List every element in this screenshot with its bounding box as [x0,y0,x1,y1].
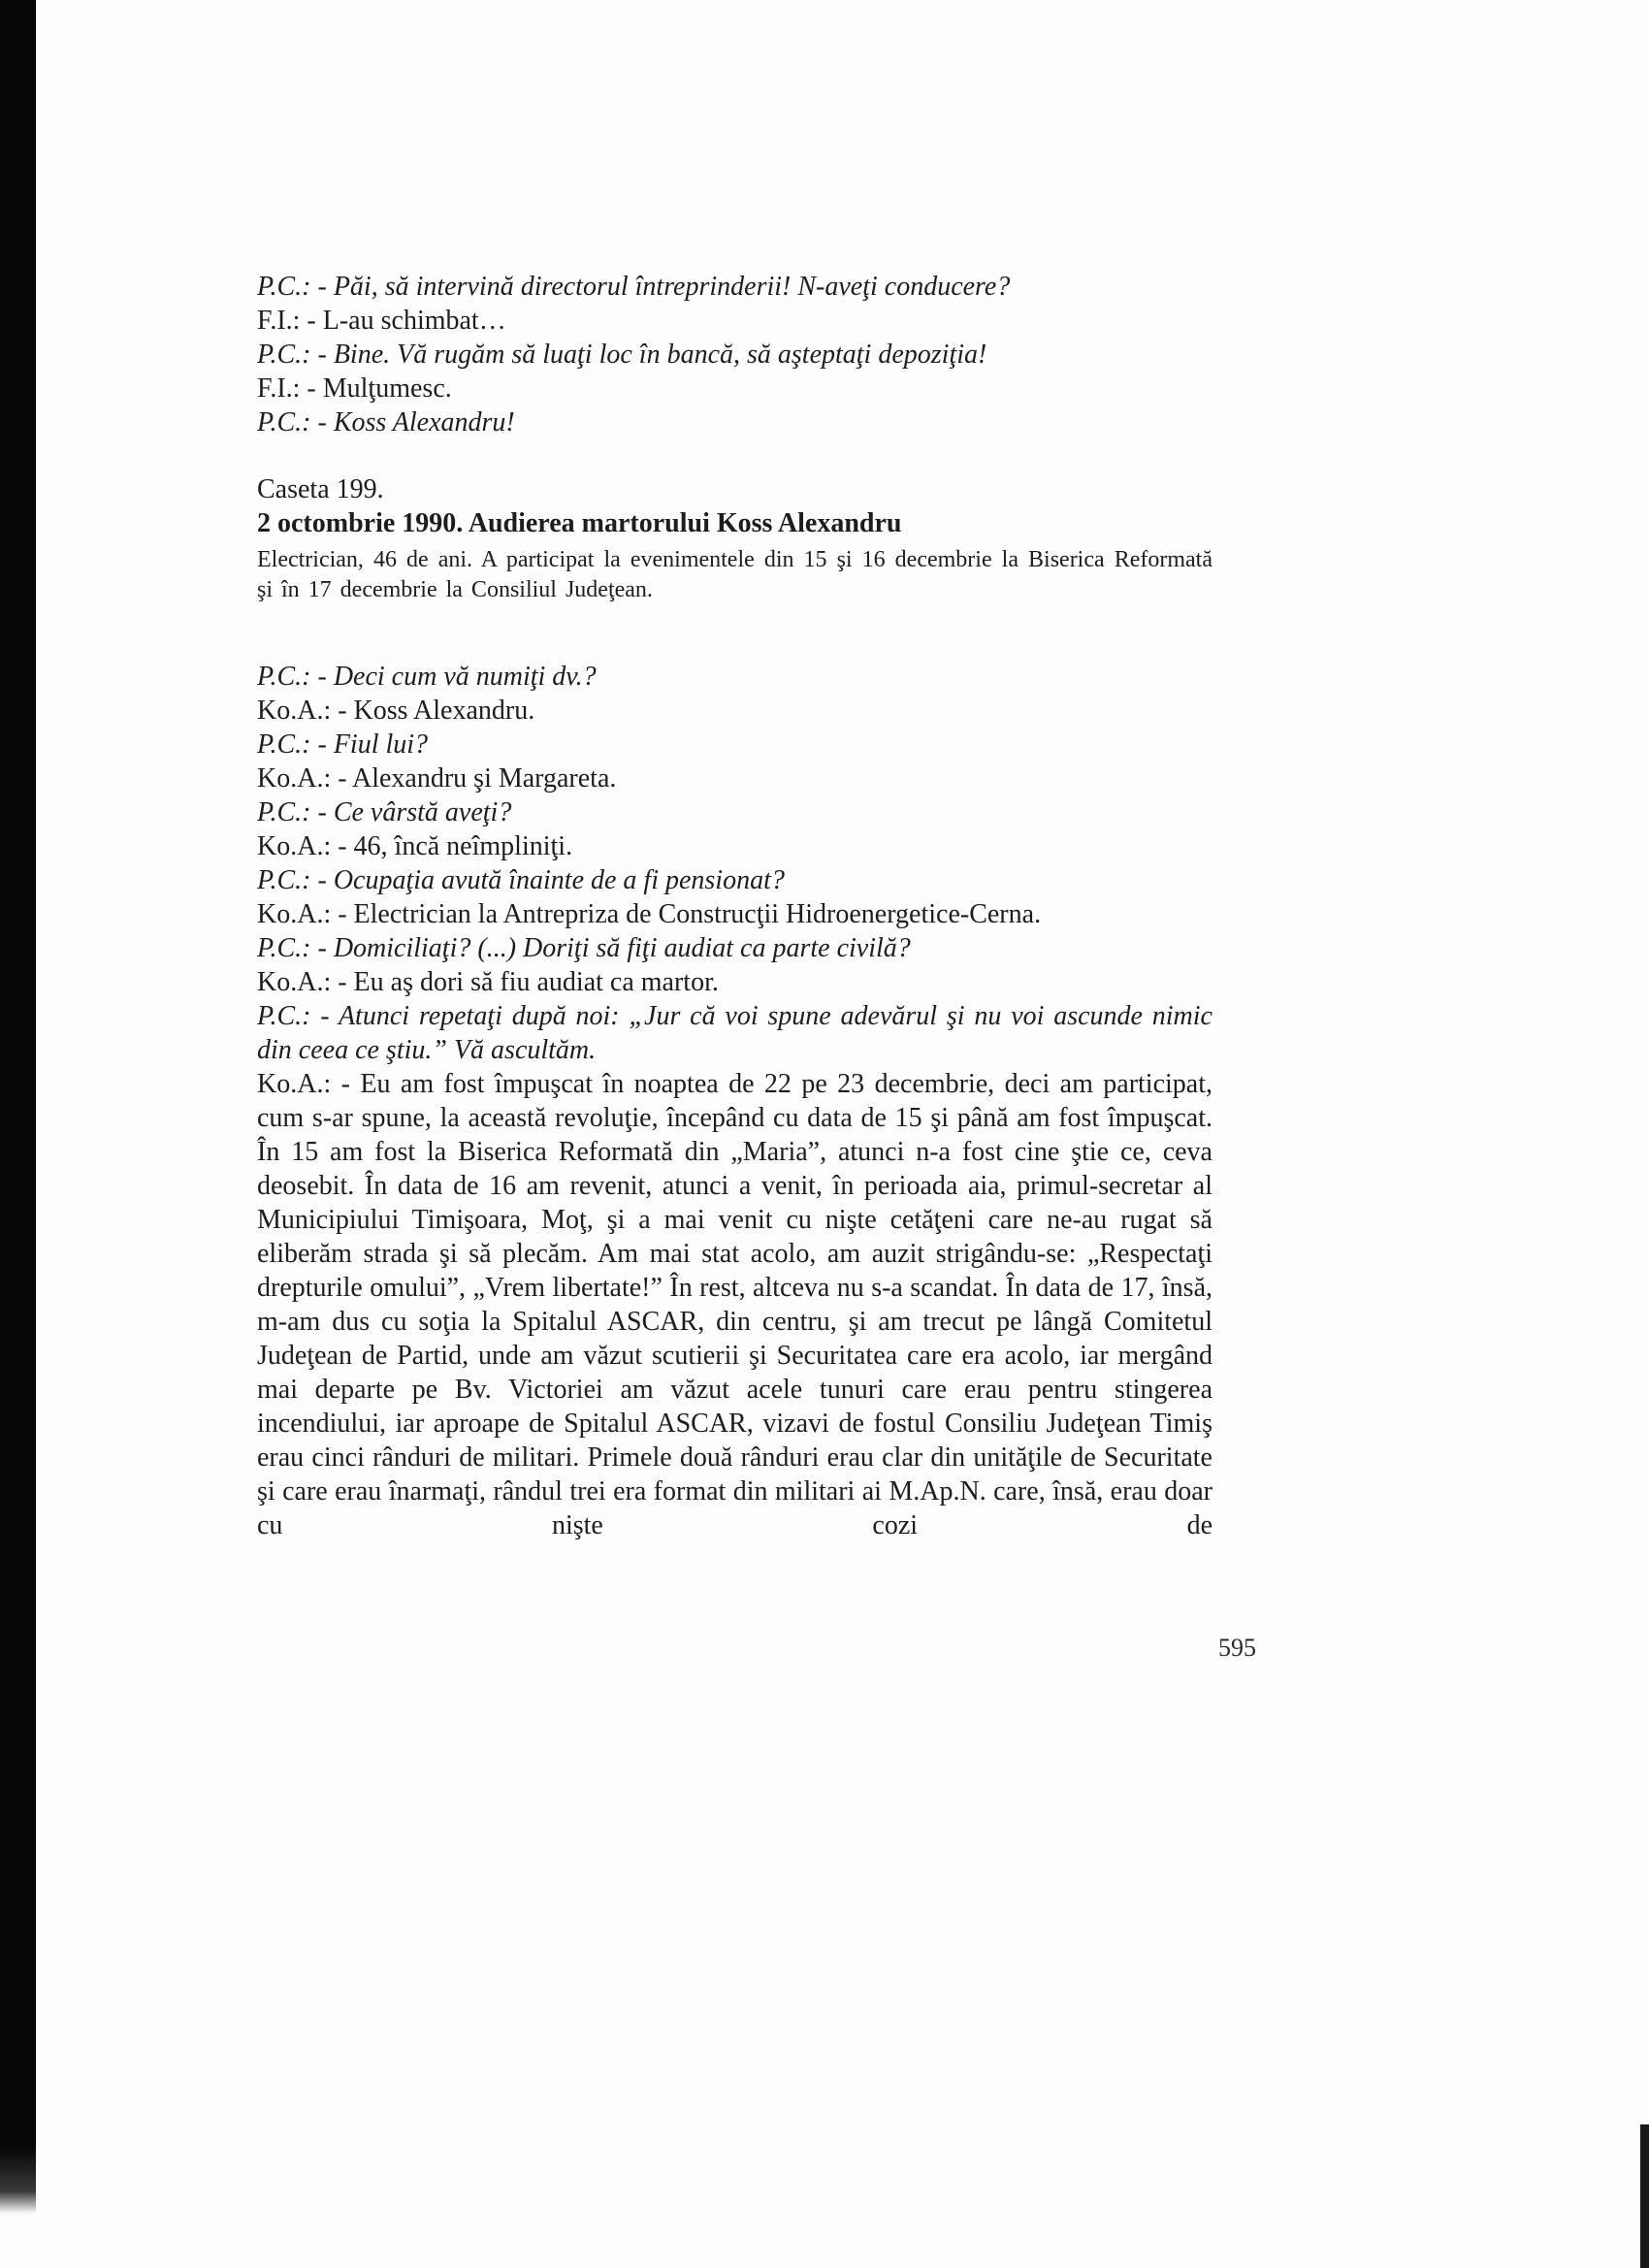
dialogue-line: P.C.: - Ocupaţia avută înainte de a fi pensionat? [257,865,785,895]
caseta-label: Caseta 199. [257,474,384,504]
hearing-transcript [257,660,1212,1542]
oath-request-paragraph: P.C.: - Atunci repetaţi după noi: „Jur că voi spune adevărul şi nu voi ascunde nimic din ceea ce ştiu.” Vă ascultăm. [257,1001,1212,1065]
section-heading: 2 octombrie 1990. Audierea martorului Koss Alexandru [257,508,902,538]
dialogue-line: F.I.: - Mulţumesc. [257,373,452,404]
dialogue-line: Ko.A.: - 46, încă neîmpliniţi. [257,831,573,861]
page-text-block [257,270,1212,1542]
testimony-paragraph: Ko.A.: - Eu am fost împuşcat în noaptea de 22 pe 23 decembrie, deci am participat, cum s-ar spune, la această revoluţie, începând cu data de 15 şi până am fost împuşcat. În 15 am fost la Biserica Reformată din „Maria”, atunci n-a fost cine ştie ce, ceva deosebit. În data de 16 am revenit, atunci a venit, în perioada aia, primul-secretar al Municipiului Timişoara, Moţ, şi a mai venit cu nişte cetăţeni care ne-au rugat să eliberăm strada şi să plecăm. Am mai stat acolo, am auzit strigându-se: „Respectaţi drepturile omului”, „Vrem libertate!” În rest, altceva nu s-a scandat. În data de 17, însă, m-am dus cu soţia la Spitalul ASCAR, din centru, şi am trecut pe lângă Comitetul Judeţean de Partid, unde am văzut scutierii şi Securitatea care era acolo, iar mergând mai departe pe Bv. Victoriei am văzut acele tunuri care erau pentru stingerea incendiului, iar aproape de Spitalul ASCAR, vizavi de fostul Consiliu Judeţean Timiş erau cinci rânduri de militari. Primele două rânduri erau clar din unităţile de Securitate şi care erau înarmaţi, rândul trei era format din militari ai M.Ap.N. care, însă, erau doar cu nişte cozi de [257,1069,1212,1540]
dialogue-line: Ko.A.: - Alexandru şi Margareta. [257,763,617,794]
dialogue-line: Ko.A.: - Eu aş dori să fiu audiat ca martor. [257,967,719,997]
dialogue-line: P.C.: - Păi, să intervină directorul întreprinderii! N-aveţi conducere? [257,272,1011,302]
dialogue-line: P.C.: - Ce vârstă aveţi? [257,797,512,827]
scan-edge-artifact-right [1640,2124,1649,2268]
dialogue-line: Ko.A.: - Electrician la Antrepriza de Construcţii Hidroenergetice-Cerna. [257,899,1042,929]
dialogue-line: F.I.: - L-au schimbat… [257,306,506,336]
dialogue-line: P.C.: - Deci cum vă numiţi dv.? [257,662,597,692]
dialogue-line: P.C.: - Bine. Vă rugăm să luaţi loc în bancă, să aşteptaţi depoziţia! [257,340,987,370]
dialogue-line: Ko.A.: - Koss Alexandru. [257,696,535,726]
dialogue-line: P.C.: - Domiciliaţi? (...) Doriţi să fiţi audiat ca parte civilă? [257,933,911,963]
dialogue-line: P.C.: - Koss Alexandru! [257,407,515,437]
page-number: 595 [1218,1634,1256,1662]
witness-description: Electrician, 46 de ani. A participat la evenimentele din 15 şi 16 decembrie la Biserica Reformată şi în 17 decembrie la Consiliul Judeţean. [257,547,1212,602]
dialogue-line: P.C.: - Fiul lui? [257,729,429,760]
scan-edge-artifact-left [0,0,36,2214]
